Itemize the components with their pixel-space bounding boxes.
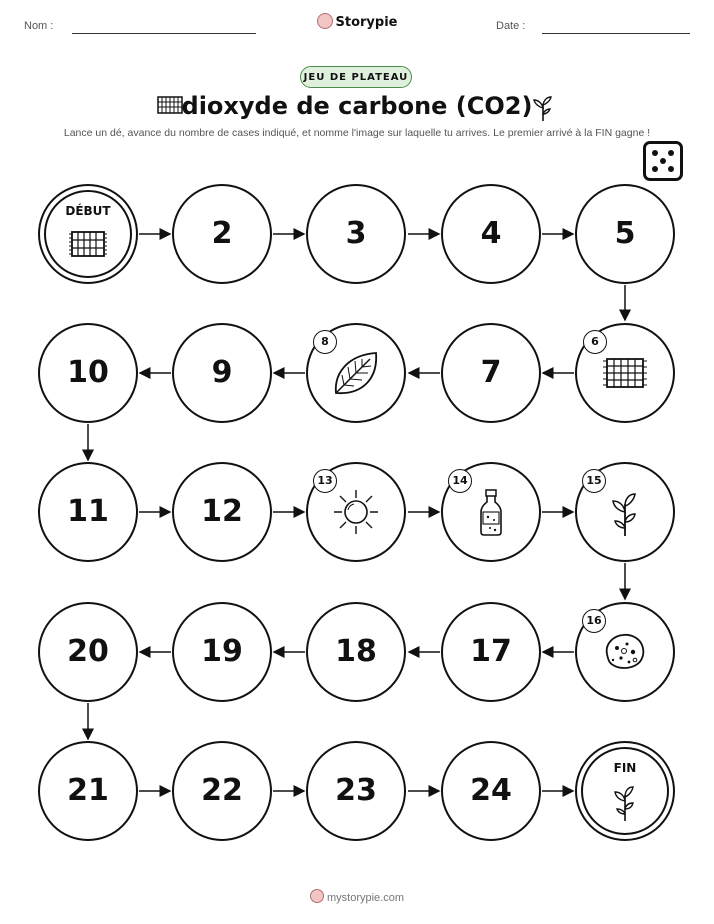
instructions: Lance un dé, avance du nombre de cases indiqué, et nomme l'image sur laquelle tu arrives. Le premier arrivé à la FIN gagne ! xyxy=(63,127,651,139)
cell-number: 5 xyxy=(614,216,636,251)
cell-number: 21 xyxy=(67,773,109,808)
board-cell xyxy=(441,323,541,423)
board-cell xyxy=(38,741,138,841)
cell-number: 10 xyxy=(67,355,109,390)
board-cell xyxy=(441,602,541,702)
sprout-icon xyxy=(603,779,647,823)
soda-bottle-icon xyxy=(463,484,519,540)
sun-icon xyxy=(328,484,384,540)
board-cell xyxy=(172,741,272,841)
end-label: FIN xyxy=(613,761,637,775)
cell-number: 9 xyxy=(211,355,233,390)
cell-number-badge: 8 xyxy=(313,330,337,354)
cell-number-badge: 13 xyxy=(313,469,337,493)
board-cell xyxy=(306,741,406,841)
cell-number: 2 xyxy=(211,216,233,251)
leaf-icon xyxy=(328,345,384,401)
board-cell xyxy=(172,462,272,562)
cell-number-badge: 16 xyxy=(582,609,606,633)
board-cell xyxy=(38,323,138,423)
cell-number: 17 xyxy=(470,634,512,669)
grill-icon xyxy=(597,345,653,401)
brand-text: Storypie xyxy=(335,15,398,30)
game-badge: JEU DE PLATEAU xyxy=(300,66,412,88)
cell-number: 12 xyxy=(201,494,243,529)
rock-icon xyxy=(597,624,653,680)
footer-url[interactable]: mystorypie.com xyxy=(326,892,405,904)
cell-number: 20 xyxy=(67,634,109,669)
cell-number: 18 xyxy=(335,634,377,669)
cell-number: 7 xyxy=(480,355,502,390)
board-cell xyxy=(441,184,541,284)
cell-number: 3 xyxy=(345,216,367,251)
start-label: DÉBUT xyxy=(65,204,111,218)
cell-number-badge: 15 xyxy=(582,469,606,493)
sprout-icon xyxy=(597,484,653,540)
cell-number: 23 xyxy=(335,773,377,808)
footer xyxy=(0,889,714,904)
cell-number: 4 xyxy=(480,216,502,251)
date-label: Date : xyxy=(496,20,526,32)
board-cell xyxy=(38,462,138,562)
cell-number-badge: 14 xyxy=(448,469,472,493)
name-label: Nom : xyxy=(24,20,54,32)
cell-number: 24 xyxy=(470,773,512,808)
board-cell xyxy=(441,741,541,841)
board-cell xyxy=(172,602,272,702)
end-cell xyxy=(575,741,675,841)
board-cell xyxy=(172,184,272,284)
board-cell xyxy=(172,323,272,423)
cell-number: 19 xyxy=(201,634,243,669)
board-cell xyxy=(306,184,406,284)
storypie-logo-icon xyxy=(310,889,324,903)
cell-number-badge: 6 xyxy=(583,330,607,354)
board-cell xyxy=(306,602,406,702)
cell-number: 11 xyxy=(67,494,109,529)
cell-number: 22 xyxy=(201,773,243,808)
board-cell xyxy=(575,184,675,284)
start-cell xyxy=(38,184,138,284)
grill-icon xyxy=(66,222,110,266)
page-title: dioxyde de carbone (CO2) xyxy=(181,92,533,120)
board-cell xyxy=(38,602,138,702)
